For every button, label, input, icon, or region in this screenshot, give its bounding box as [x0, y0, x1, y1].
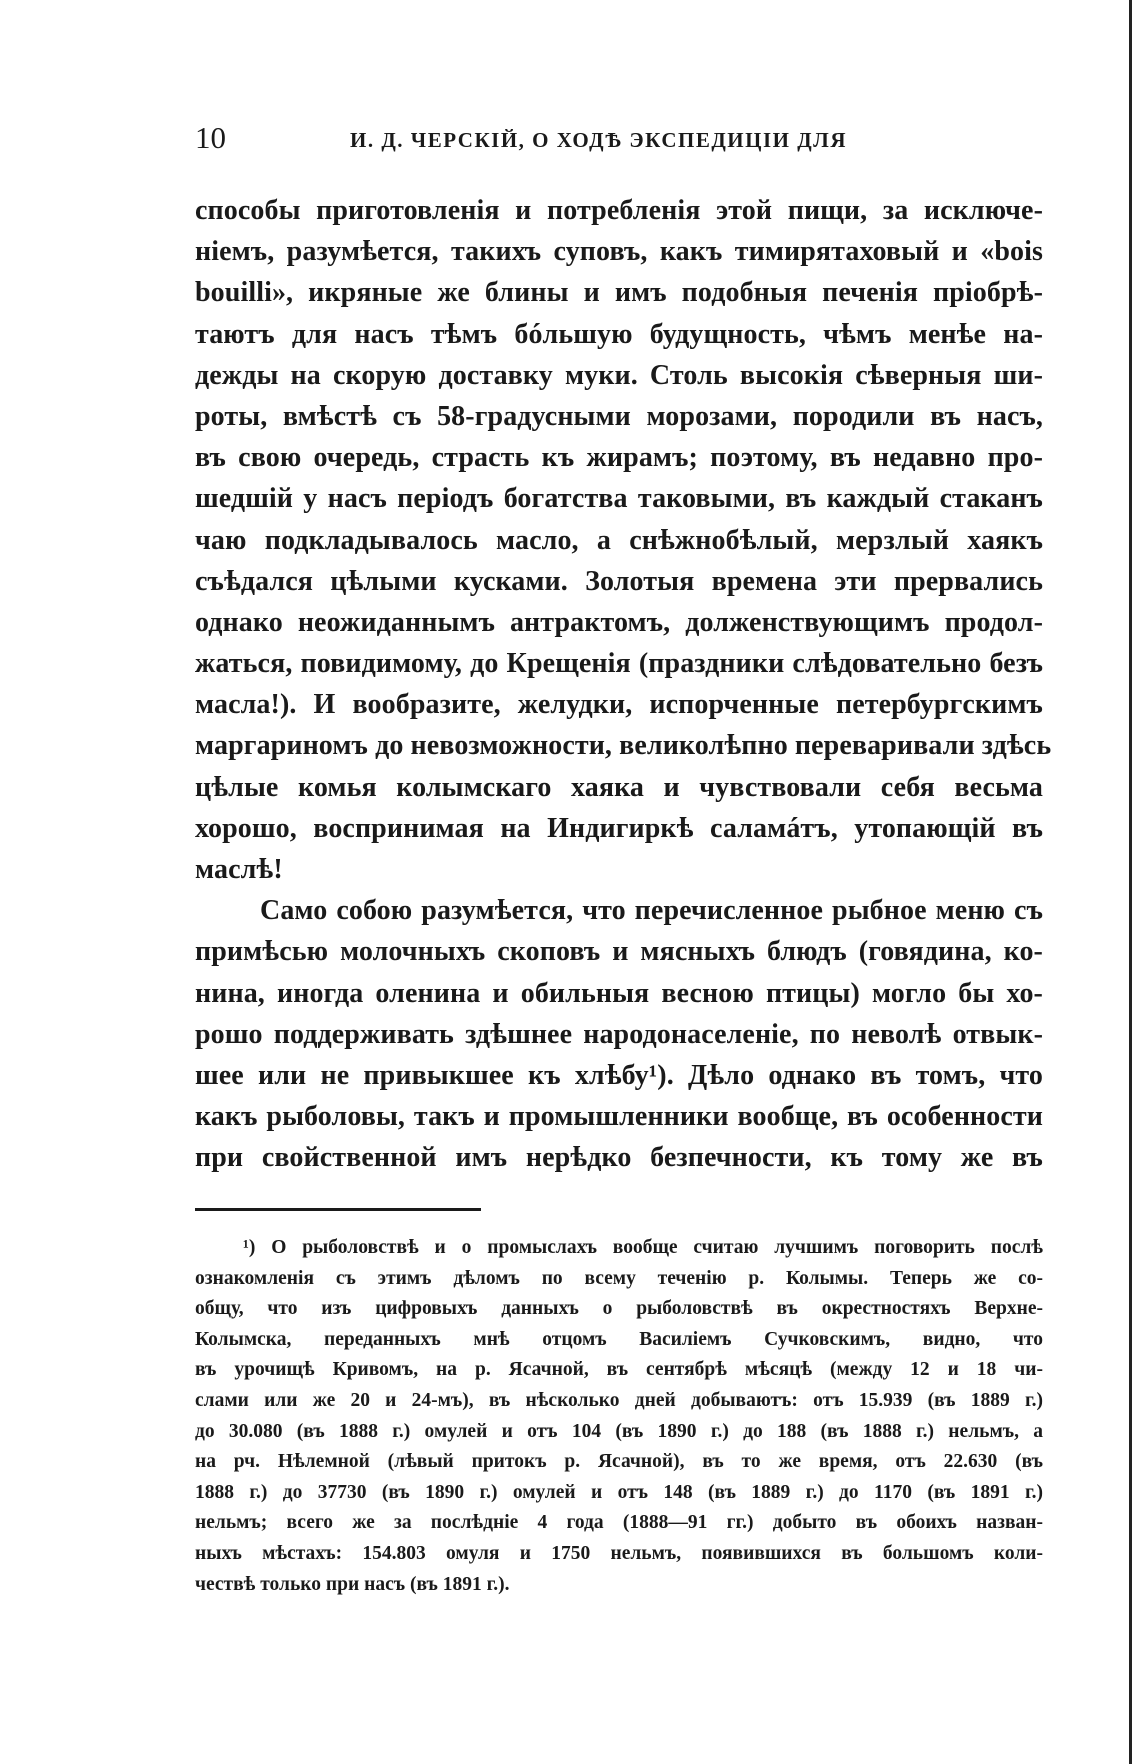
footnote-line: слами или же 20 и 24-мъ), въ нѣсколько дней добываютъ: отъ 15.939 (въ 1889 г.) [195, 1389, 1043, 1411]
footnote-line: 1888 г.) до 37730 (въ 1890 г.) омулей и отъ 148 (въ 1889 г.) до 1170 (въ 1891 г.) [195, 1481, 1043, 1503]
footnote-line: ознакомленія съ этимъ дѣломъ по всему теченію р. Колымы. Теперь же со- [195, 1267, 1043, 1289]
text-line: шедшій у насъ періодъ богатства таковыми, въ каждый стаканъ [195, 483, 1043, 515]
text-line: хорошо, воспринимая на Индигиркѣ саламáтъ, утопающій въ [195, 812, 1043, 844]
text-line: роты, вмѣстѣ съ 58-градусными морозами, породили въ насъ, [195, 400, 1043, 432]
text-line: съѣдался цѣлыми кусками. Золотыя времена эти прервались [195, 565, 1043, 597]
text-line: ніемъ, разумѣется, такихъ суповъ, какъ тимирятаховый и «bois [195, 236, 1043, 268]
footnote-line: Колымска, переданныхъ мнѣ отцомъ Василіемъ Сучковскимъ, видно, что [195, 1328, 1043, 1350]
page-edge-line [1129, 0, 1132, 1764]
text-line: масла!). И вообразите, желудки, испорченные петербургскимъ [195, 689, 1043, 721]
footnote-line: ¹) О рыболовствѣ и о промыслахъ вообще считаю лучшимъ поговорить послѣ [243, 1237, 1043, 1258]
footnote-line: нельмъ; всего же за послѣдніе 4 года (1888—91 гг.) добыто въ обоихъ назван- [195, 1512, 1043, 1534]
main-text [195, 190, 1052, 1179]
text-line: при свойственной имъ нерѣдко безпечности, къ тому же въ [195, 1142, 1043, 1174]
text-line: шее или не привыкшее къ хлѣбу¹). Дѣло однако въ томъ, что [195, 1059, 1043, 1091]
text-line: однако неожиданнымъ антрактомъ, долженствующимъ продол- [195, 606, 1043, 638]
text-line: рошо поддерживать здѣшнее народонаселеніе, по неволѣ отвык- [195, 1018, 1043, 1050]
text-line: чаю подкладывалось масло, а снѣжнобѣлый, мерзлый хаякъ [195, 524, 1043, 556]
paragraph-end-line: маслѣ! [195, 854, 283, 885]
text-line: нина, иногда оленина и обильныя весною птицы) могло бы хо- [195, 977, 1043, 1009]
text-line: жаться, повидимому, до Крещенія (праздники слѣдовательно безъ [195, 648, 1043, 680]
page-header [195, 120, 1045, 160]
footnote-line: до 30.080 (въ 1888 г.) омулей и отъ 104 (въ 1890 г.) до 188 (въ 1888 г.) нельмъ, а [195, 1420, 1043, 1442]
footnote-line: на рч. Нѣлемной (лѣвый притокъ р. Ясачной), въ то же время, отъ 22.630 (въ [195, 1451, 1043, 1473]
footnote-divider [195, 1208, 481, 1211]
footnote-line: чествѣ только при насъ (въ 1891 г.). [195, 1573, 510, 1595]
running-head: И. Д. ЧЕРСКІЙ, О ХОДѢ ЭКСПЕДИЦІИ ДЛЯ [350, 128, 847, 152]
text-line: способы приготовленія и потребленія этой пищи, за исключе- [195, 195, 1043, 226]
page-number: 10 [195, 120, 226, 155]
text-line: въ свою очередь, страсть къ жирамъ; поэтому, въ недавно про- [195, 442, 1043, 474]
text-line: цѣлые комья колымскаго хаяка и чувствовали себя весьма [195, 771, 1043, 803]
footnote-line: общу, что изъ цифровыхъ данныхъ о рыболовствѣ въ окрестностяхъ Верхне- [195, 1298, 1043, 1320]
footnote-line: въ урочищѣ Кривомъ, на р. Ясачной, въ сентябрѣ мѣсяцѣ (между 12 и 18 чи- [195, 1359, 1043, 1381]
footnote [195, 1233, 1043, 1600]
text-line: маргариномъ до невозможности, великолѣпно переваривали здѣсь [195, 730, 1052, 762]
footnote-line: ныхъ мѣстахъ: 154.803 омуля и 1750 нельмъ, появившихся въ большомъ коли- [195, 1542, 1043, 1564]
text-line: таютъ для насъ тѣмъ бóльшую будущность, чѣмъ менѣе на- [195, 318, 1043, 350]
text-line: дежды на скорую доставку муки. Столь высокія сѣверныя ши- [195, 359, 1043, 391]
paragraph-start-line: Само собою разумѣется, что перечисленное рыбное меню съ [260, 895, 1043, 927]
text-line: bouilli», икряные же блины и имъ подобныя печенія пріобрѣ- [195, 277, 1043, 309]
text-line: примѣсью молочныхъ скоповъ и мясныхъ блюдъ (говядина, ко- [195, 936, 1043, 968]
text-line: какъ рыболовы, такъ и промышленники вообще, въ особенности [195, 1101, 1043, 1133]
